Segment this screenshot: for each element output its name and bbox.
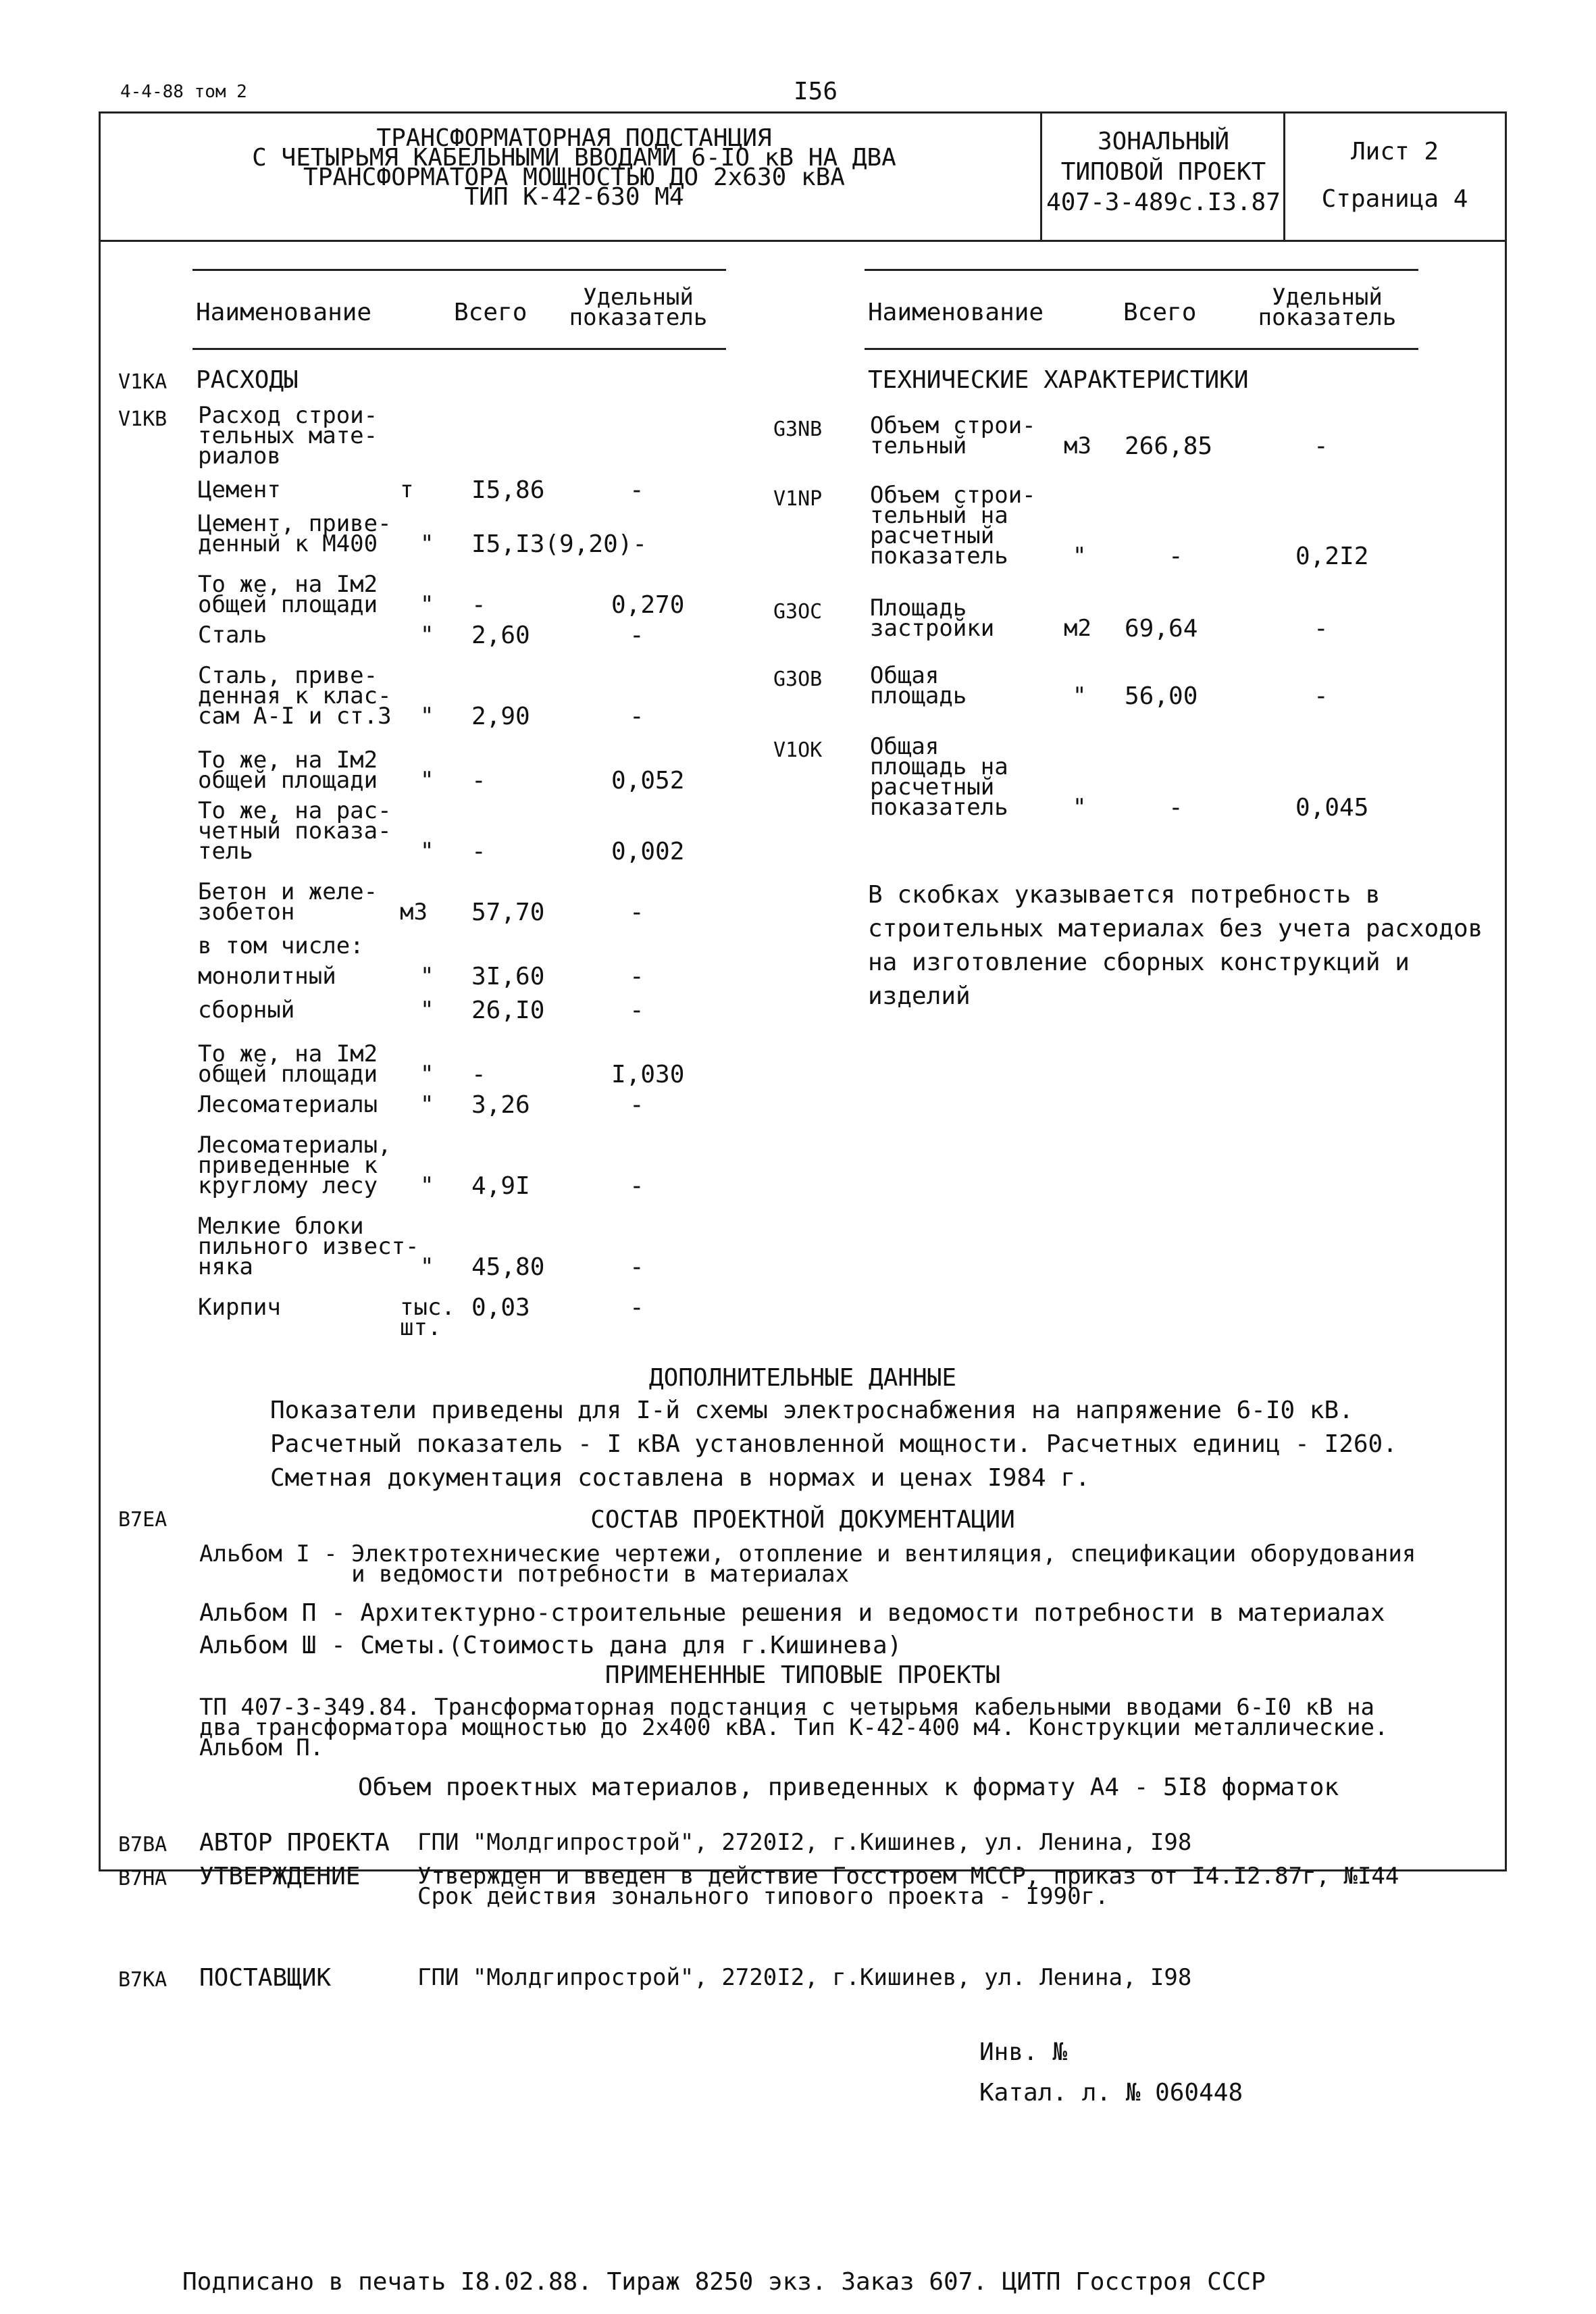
- left-row-total: 26,I0: [471, 997, 545, 1024]
- left-row-name: Лесоматериалы, приведенные к круглому лесу: [198, 1132, 392, 1199]
- left-row-unit: ": [420, 963, 434, 990]
- left-row-unit: ": [420, 1091, 434, 1118]
- applied-title: ПРИМЕНЕННЫЕ ТИПОВЫЕ ПРОЕКТЫ: [604, 1661, 1001, 1689]
- right-row-name: Площадь застройки: [870, 595, 995, 642]
- left-section-title: РАСХОДЫ: [196, 366, 299, 394]
- right-row-name: Объем строи- тельный на расчетный показатель: [870, 482, 1036, 570]
- title-block-top-border: [99, 111, 1507, 114]
- left-row-specific: -: [629, 1091, 644, 1119]
- title-line-2: С ЧЕТЫРЬМЯ КАБЕЛЬНЫМИ ВВОДАМИ 6-IO кВ НА ДВА: [252, 144, 896, 172]
- left-row-name: в том числе:: [198, 932, 364, 959]
- right-row-specific: -: [1314, 682, 1329, 710]
- additional-line-2: Расчетный показатель - I кВА установленной мощности. Расчетных единиц - I260.: [270, 1430, 1397, 1458]
- left-header-total: Всего: [454, 299, 527, 326]
- right-table-top-rule: [865, 269, 1418, 271]
- left-row-total: 3,26: [471, 1091, 530, 1119]
- applied-volume: Объем проектных материалов, приведенных к формату А4 - 5I8 форматок: [358, 1774, 1339, 1801]
- left-row-unit: ": [420, 530, 434, 557]
- inventory-number: Инв. №: [979, 2038, 1068, 2066]
- left-row-code: V1KB: [118, 407, 168, 431]
- credit-text: ГПИ "Молдгипрострой", 2720I2, г.Кишинев, ул. Ленина, I98: [417, 1964, 1192, 1991]
- left-row-specific: 0,270: [611, 591, 685, 619]
- right-row-code: V1OK: [773, 738, 823, 762]
- applied-text: ТП 407-3-349.84. Трансформаторная подстанция с четырьмя кабельными вводами 6-I0 кВ на два трансформатора мощностью до 2х400 кВА. Тип К-42-400 м4. Конструкции металлические. Альбом П.: [199, 1694, 1389, 1761]
- title-block-bottom-border: [99, 240, 1507, 242]
- page-number: I56: [794, 78, 838, 105]
- credit-label: АВТОР ПРОЕКТА: [199, 1829, 390, 1857]
- additional-title: ДОПОЛНИТЕЛЬНЫЕ ДАННЫЕ: [648, 1364, 957, 1392]
- right-row-unit: ": [1073, 543, 1087, 570]
- right-row-name: Общая площадь: [870, 662, 967, 709]
- right-row-unit: м2: [1064, 615, 1091, 642]
- right-row-specific: -: [1314, 432, 1329, 460]
- left-row-unit: ": [420, 1061, 434, 1088]
- right-row-code: V1NP: [773, 487, 823, 511]
- left-row-specific: -: [629, 622, 644, 649]
- left-row-total: 4,9I: [471, 1172, 530, 1200]
- right-row-specific: 0,045: [1295, 794, 1369, 822]
- left-header-name: Наименование: [196, 299, 372, 326]
- left-row-total: -: [471, 767, 486, 795]
- right-row-total: 69,64: [1125, 615, 1198, 643]
- page-label: Страница 4: [1321, 185, 1468, 213]
- right-row-unit: ": [1073, 794, 1087, 821]
- project-number: 407-3-489с.I3.87: [1046, 188, 1281, 216]
- composition-title: СОСТАВ ПРОЕКТНОЙ ДОКУМЕНТАЦИИ: [590, 1506, 1015, 1534]
- left-row-name: Мелкие блоки пильного извест- няка: [198, 1213, 419, 1280]
- right-section-title: ТЕХНИЧЕСКИЕ ХАРАКТЕРИСТИКИ: [868, 366, 1249, 394]
- left-header-specific: Удельный показатель: [569, 284, 708, 331]
- left-row-name: То же, на Iм2 общей площади: [198, 571, 378, 618]
- title-line-3: ТРАНСФОРМАТОРА МОЩНОСТЬЮ ДО 2х630 кВА: [303, 164, 845, 191]
- catalog-number: Катал. л. № 060448: [979, 2079, 1243, 2107]
- right-header-total: Всего: [1123, 299, 1197, 326]
- left-row-specific: -: [629, 476, 644, 504]
- left-row-specific: I,030: [611, 1061, 685, 1088]
- project-type-line-2: ТИПОВОЙ ПРОЕКТ: [1060, 158, 1266, 186]
- left-row-specific: -: [629, 703, 644, 730]
- right-row-total: 266,85: [1125, 432, 1213, 460]
- composition-album-3: Альбом Ш - Сметы.(Стоимость дана для г.Кишинева): [199, 1632, 902, 1659]
- frame-right-border: [1505, 111, 1507, 1871]
- materials-note: В скобках указывается потребность в строительных материалах без учета расходов на изготовление сборных конструкций и изделий: [868, 881, 1483, 1010]
- right-row-name: Объем строи- тельный: [870, 412, 1036, 459]
- left-row-name: То же, на Iм2 общей площади: [198, 747, 378, 794]
- left-row-specific: -: [629, 963, 644, 990]
- left-row-total: I5,86: [471, 476, 545, 504]
- left-row-total: 2,90: [471, 703, 530, 730]
- left-row-unit: м3: [400, 899, 428, 926]
- additional-line-1: Показатели приведены для I-й схемы электроснабжения на напряжение 6-I0 кВ.: [270, 1397, 1354, 1424]
- left-row-specific: -: [629, 1172, 644, 1200]
- right-header-specific: Удельный показатель: [1258, 284, 1397, 331]
- title-divider-2: [1283, 111, 1285, 241]
- additional-line-3: Сметная документация составлена в нормах и ценах I984 г.: [270, 1464, 1090, 1492]
- right-row-specific: -: [1314, 615, 1329, 643]
- left-row-name: То же, на Iм2 общей площади: [198, 1040, 378, 1088]
- series-label: 4-4-88 том 2: [120, 82, 247, 102]
- right-row-total: -: [1168, 794, 1183, 822]
- composition-code: B7EA: [118, 1508, 168, 1532]
- title-line-1: ТРАНСФОРМАТОРНАЯ ПОДСТАНЦИЯ: [376, 124, 772, 152]
- credit-label: ПОСТАВЩИК: [199, 1964, 332, 1992]
- right-row-code: G3OB: [773, 668, 823, 691]
- left-table-top-rule: [192, 269, 726, 271]
- left-row-unit: тыс. шт.: [400, 1294, 455, 1341]
- composition-album-2: Альбом П - Архитектурно-строительные решения и ведомости потребности в материалах: [199, 1599, 1385, 1627]
- left-row-unit: т: [400, 476, 414, 503]
- right-row-unit: м3: [1064, 432, 1091, 459]
- left-row-total: 2,60: [471, 622, 530, 649]
- frame-left-border: [99, 111, 101, 1871]
- composition-album-1: Альбом I - Электротехнические чертежи, отопление и вентиляция, спецификации оборудования и ведомости потребности в материалах: [199, 1540, 1416, 1588]
- left-row-name: Сталь, приве- денная к клас- сам А-I и ст.3: [198, 662, 392, 730]
- left-row-total: I5,I3(9,20)-: [471, 530, 648, 558]
- credit-code: B7KA: [118, 1968, 168, 1992]
- right-row-name: Общая площадь на расчетный показатель: [870, 733, 1008, 821]
- left-section-code: V1KA: [118, 370, 168, 394]
- left-row-unit: ": [420, 703, 434, 730]
- right-row-code: G3NB: [773, 418, 823, 441]
- left-row-unit: ": [420, 622, 434, 649]
- left-row-unit: ": [420, 591, 434, 618]
- left-row-name: Расход строи- тельных мате- риалов: [198, 402, 378, 470]
- left-row-unit: ": [420, 838, 434, 865]
- left-row-name: монолитный: [198, 963, 336, 990]
- right-table-header-rule: [865, 348, 1418, 350]
- left-row-specific: -: [629, 997, 644, 1024]
- left-row-total: -: [471, 591, 486, 619]
- credit-code: B7HA: [118, 1867, 168, 1890]
- left-row-specific: -: [629, 899, 644, 926]
- left-row-total: -: [471, 838, 486, 865]
- left-row-name: Цемент, приве- денный к М400: [198, 510, 392, 557]
- left-row-name: Цемент: [198, 476, 281, 503]
- right-header-name: Наименование: [868, 299, 1044, 326]
- title-line-4: ТИП К-42-630 М4: [464, 183, 684, 211]
- left-row-name: Сталь: [198, 622, 267, 649]
- title-divider-1: [1040, 111, 1042, 241]
- project-type-line-1: ЗОНАЛЬНЫЙ: [1097, 128, 1230, 155]
- left-row-total: 57,70: [471, 899, 545, 926]
- left-row-name: Бетон и желе- зобетон: [198, 878, 378, 926]
- left-row-specific: 0,052: [611, 767, 685, 795]
- right-row-total: 56,00: [1125, 682, 1198, 710]
- left-row-total: -: [471, 1061, 486, 1088]
- right-row-code: G3OC: [773, 600, 823, 624]
- credit-text: ГПИ "Молдгипрострой", 2720I2, г.Кишинев, ул. Ленина, I98: [417, 1829, 1192, 1856]
- right-row-specific: 0,2I2: [1295, 543, 1369, 570]
- left-row-specific: 0,002: [611, 838, 685, 865]
- left-row-unit: ": [420, 997, 434, 1024]
- left-row-total: 45,80: [471, 1253, 545, 1281]
- right-row-unit: ": [1073, 682, 1087, 709]
- left-row-specific: -: [629, 1294, 644, 1322]
- left-row-name: То же, на рас- четный показа- тель: [198, 797, 392, 865]
- left-row-unit: ": [420, 767, 434, 794]
- left-row-name: Лесоматериалы: [198, 1091, 378, 1118]
- left-row-name: Кирпич: [198, 1294, 281, 1321]
- right-row-total: -: [1168, 543, 1183, 570]
- left-row-specific: -: [629, 1253, 644, 1281]
- left-row-total: 0,03: [471, 1294, 530, 1322]
- left-row-unit: ": [420, 1253, 434, 1280]
- left-row-unit: ": [420, 1172, 434, 1199]
- left-row-name: сборный: [198, 997, 295, 1024]
- left-row-total: 3I,60: [471, 963, 545, 990]
- credit-code: B7BA: [118, 1833, 168, 1857]
- credit-label: УТВЕРЖДЕНИЕ: [199, 1863, 361, 1890]
- print-footer: Подписано в печать I8.02.88. Тираж 8250 экз. Заказ 607. ЦИТП Госстроя СССР: [182, 2268, 1266, 2296]
- sheet-label: Лист 2: [1350, 138, 1439, 166]
- credit-text: Утвержден и введен в действие Госстроем МССР, приказ от I4.I2.87г, №I44 Срок действия зонального типового проекта - I990г.: [417, 1863, 1399, 1910]
- left-table-header-rule: [192, 348, 726, 350]
